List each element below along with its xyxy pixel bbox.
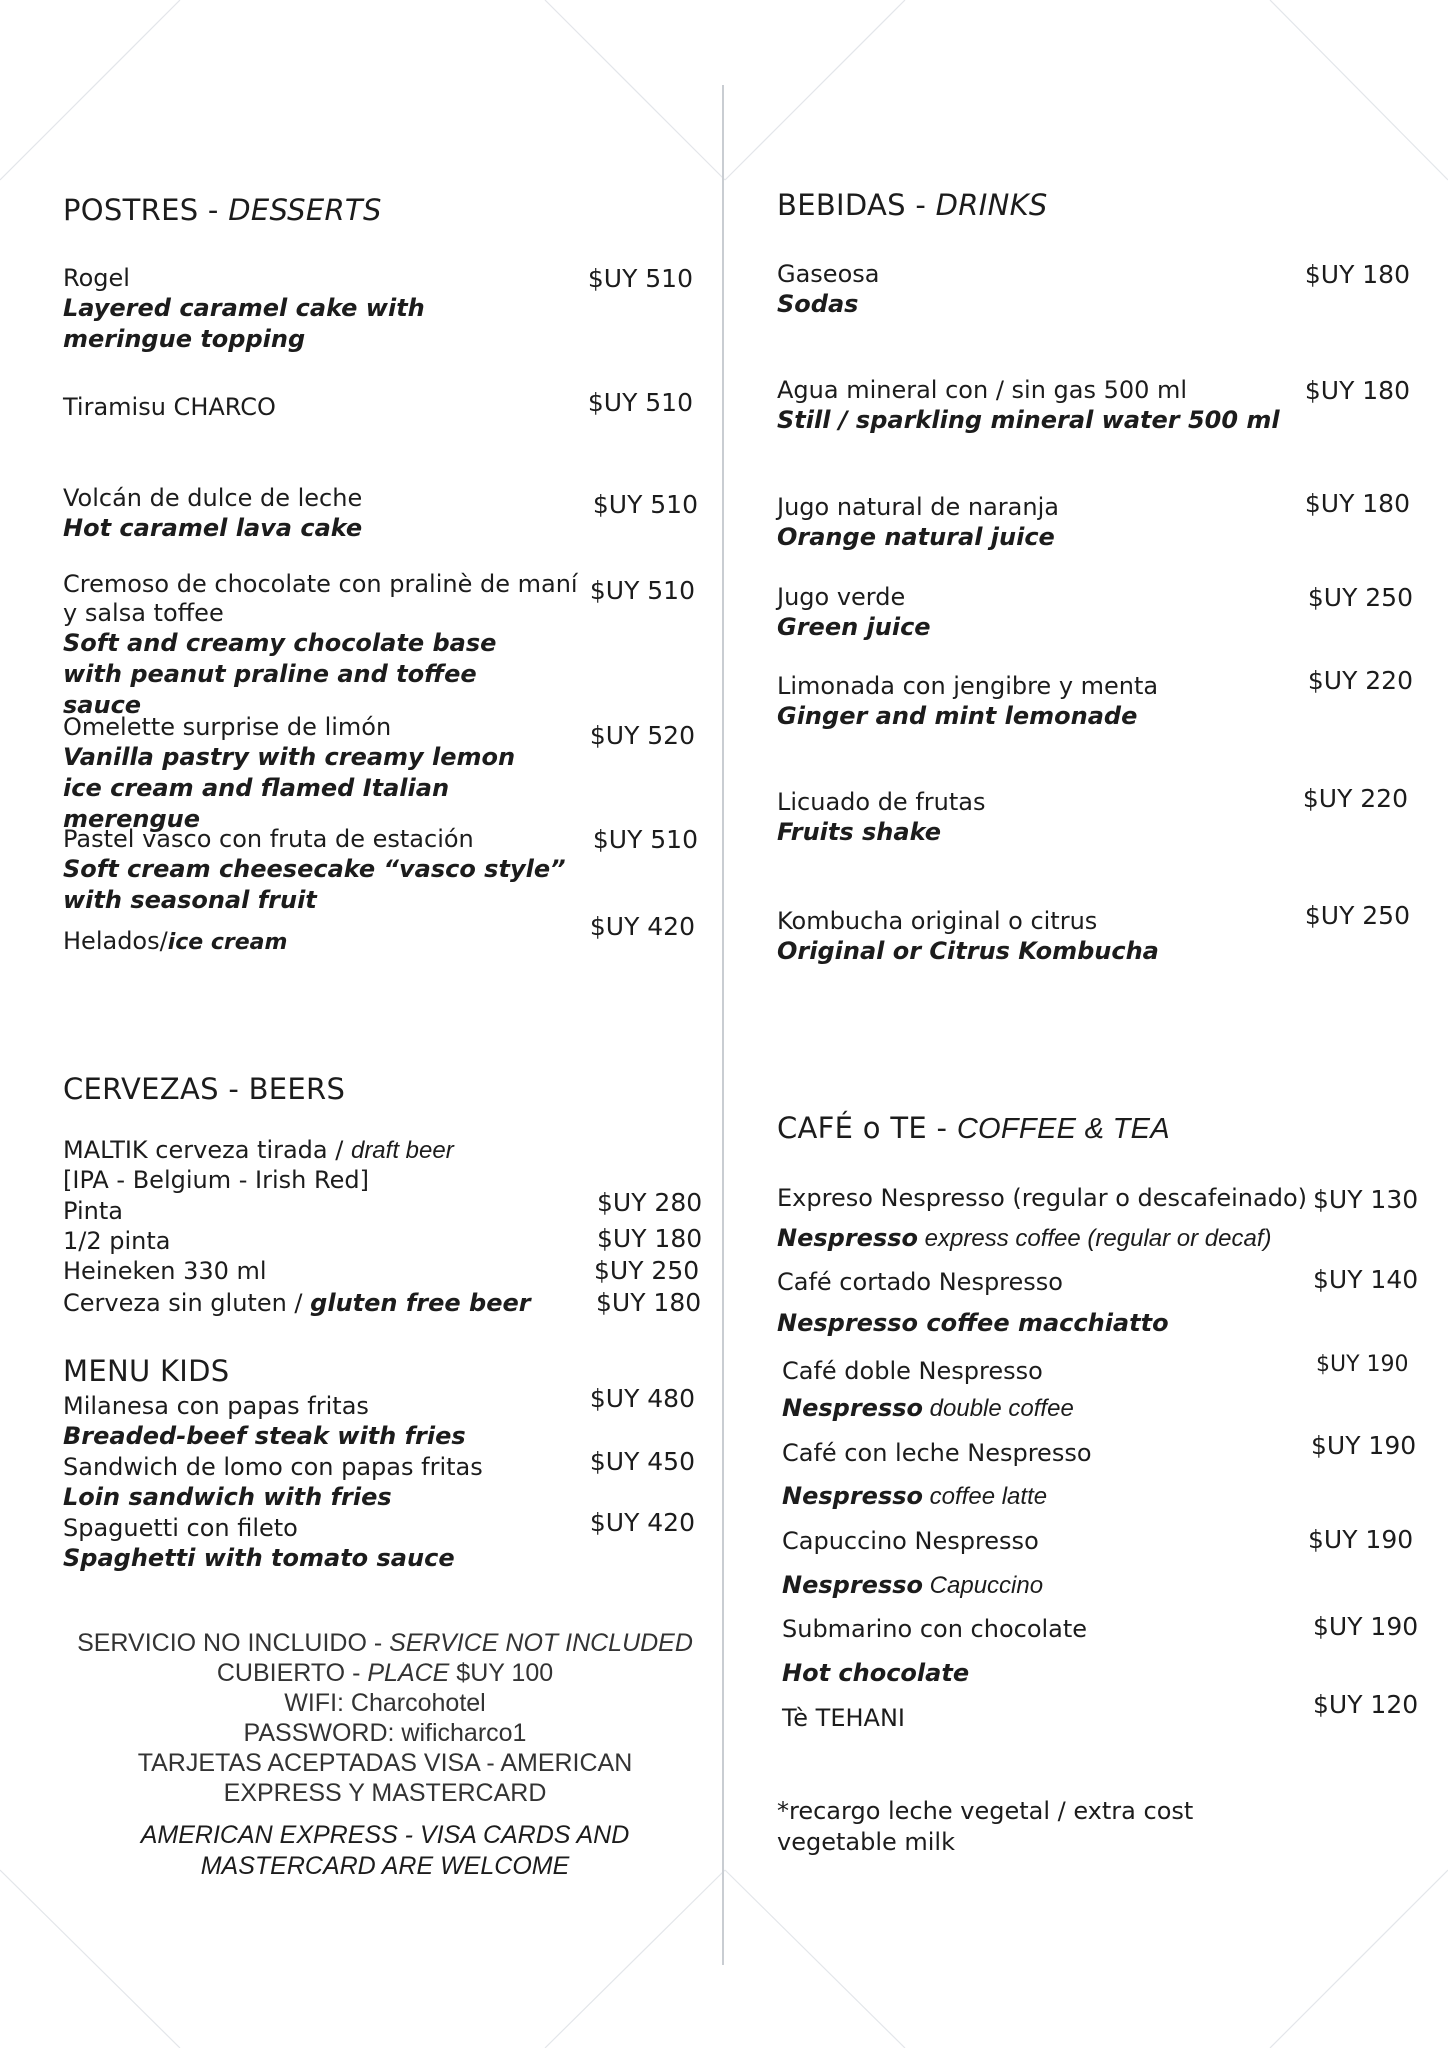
coffee-item-price: $UY 190 (1308, 1525, 1414, 1554)
coffee-item-price: $UY 120 (1313, 1690, 1419, 1719)
service-info: SERVICIO NO INCLUIDO - SERVICE NOT INCLUDED CUBIERTO - PLACE $UY 100 WIFI: Charcohotel PASSWORD: wificharco1 TARJETAS ACEPTADAS VISA - AMERICAN EXPRESS Y MASTERCARD (77, 1629, 693, 1807)
coffee-item-en: Nespresso Capuccino (782, 1571, 1044, 1599)
beer-item-price: $UY 180 (597, 1224, 703, 1253)
dessert-item: Helados/ice cream $UY 420 (63, 912, 695, 955)
drink-item: Licuado de frutas Fruits shake $UY 220 (777, 784, 1408, 846)
desserts-title: POSTRES - DESSERTS (63, 193, 382, 227)
drink-item: Kombucha original o citrus Original or Citrus Kombucha $UY 250 (777, 901, 1410, 965)
beer-item-label: Pinta (63, 1197, 123, 1225)
coffee-item-price: $UY 190 (1316, 1352, 1409, 1377)
beer-item-label: Heineken 330 ml (63, 1257, 267, 1285)
beers-title: CERVEZAS - BEERS (63, 1072, 346, 1106)
beer-item-label: 1/2 pinta (63, 1227, 171, 1255)
coffee-item-es: Expreso Nespresso (regular o descafeinado) (777, 1184, 1307, 1212)
coffee-item-es: Café doble Nespresso (782, 1357, 1043, 1385)
drink-item: Jugo natural de naranja Orange natural juice $UY 180 (777, 489, 1410, 551)
beer-item-price: $UY 180 (596, 1288, 702, 1317)
vegetable-milk-note: *recargo leche vegetal / extra cost vegetable milk (777, 1797, 1194, 1856)
kids-title: MENU KIDS (63, 1354, 230, 1388)
beer-item-price: $UY 250 (594, 1256, 700, 1285)
coffee-item-price: $UY 130 (1313, 1185, 1419, 1214)
drink-item: Gaseosa Sodas $UY 180 (777, 260, 1410, 318)
coffee-title: CAFÉ o TE - COFFEE & TEA (777, 1111, 1170, 1145)
coffee-item-es: Café con leche Nespresso (782, 1439, 1092, 1467)
coffee-item-es: Café cortado Nespresso (777, 1268, 1063, 1296)
coffee-item-en: Nespresso express coffee (regular or decaf) (777, 1224, 1272, 1252)
dessert-item: Tiramisu CHARCO $UY 510 (63, 388, 693, 421)
drinks-title: BEBIDAS - DRINKS (777, 188, 1048, 222)
drink-item: Limonada con jengibre y menta Ginger and mint lemonade $UY 220 (777, 666, 1413, 730)
kids-item: Sandwich de lomo con papas fritas Loin sandwich with fries $UY 450 (63, 1447, 695, 1511)
coffee-item-en: Hot chocolate (782, 1659, 970, 1687)
coffee-item-price: $UY 190 (1311, 1431, 1417, 1460)
drink-item: Agua mineral con / sin gas 500 ml Still / sparkling mineral water 500 ml $UY 180 (777, 376, 1410, 434)
coffee-item-price: $UY 190 (1313, 1612, 1419, 1641)
coffee-item-en: Nespresso coffee macchiatto (777, 1309, 1169, 1337)
column-divider (722, 85, 724, 1965)
kids-item: Spaguetti con fileto Spaghetti with tomato sauce $UY 420 (63, 1508, 695, 1572)
beer-styles: [IPA - Belgium - Irish Red] (63, 1166, 369, 1194)
coffee-item-en: Nespresso double coffee (782, 1394, 1074, 1422)
kids-item: Milanesa con papas fritas Breaded-beef steak with fries $UY 480 (63, 1384, 695, 1450)
cards-welcome: AMERICAN EXPRESS - VISA CARDS AND MASTERCARD ARE WELCOME (140, 1821, 630, 1880)
beer-item-price: $UY 280 (597, 1188, 703, 1217)
coffee-item-price: $UY 140 (1313, 1265, 1419, 1294)
dessert-item: Pastel vasco con fruta de estación Soft cream cheesecake “vasco style” with seasonal fruit $UY 510 (63, 825, 698, 914)
drink-item: Jugo verde Green juice $UY 250 (777, 583, 1413, 641)
beer-maltik: MALTIK cerveza tirada / draft beer (63, 1136, 454, 1164)
dessert-item: Omelette surprise de limón Vanilla pastry with creamy lemon ice cream and flamed Italian merengue $UY 520 (63, 713, 695, 833)
coffee-item-es: Capuccino Nespresso (782, 1527, 1039, 1555)
dessert-item: Rogel Layered caramel cake with meringue topping $UY 510 (63, 264, 693, 353)
beer-gluten-free: Cerveza sin gluten / gluten free beer (63, 1289, 531, 1317)
coffee-item-es: Submarino con chocolate (782, 1615, 1088, 1643)
dessert-item: Volcán de dulce de leche Hot caramel lava cake $UY 510 (63, 484, 698, 542)
dessert-item: Cremoso de chocolate con pralinè de maní y salsa toffee Soft and creamy chocolate base with peanut praline and toffee sauce $UY 510 (63, 570, 695, 719)
coffee-item-es: Tè TEHANI (782, 1704, 905, 1732)
coffee-item-en: Nespresso coffee latte (782, 1482, 1048, 1510)
